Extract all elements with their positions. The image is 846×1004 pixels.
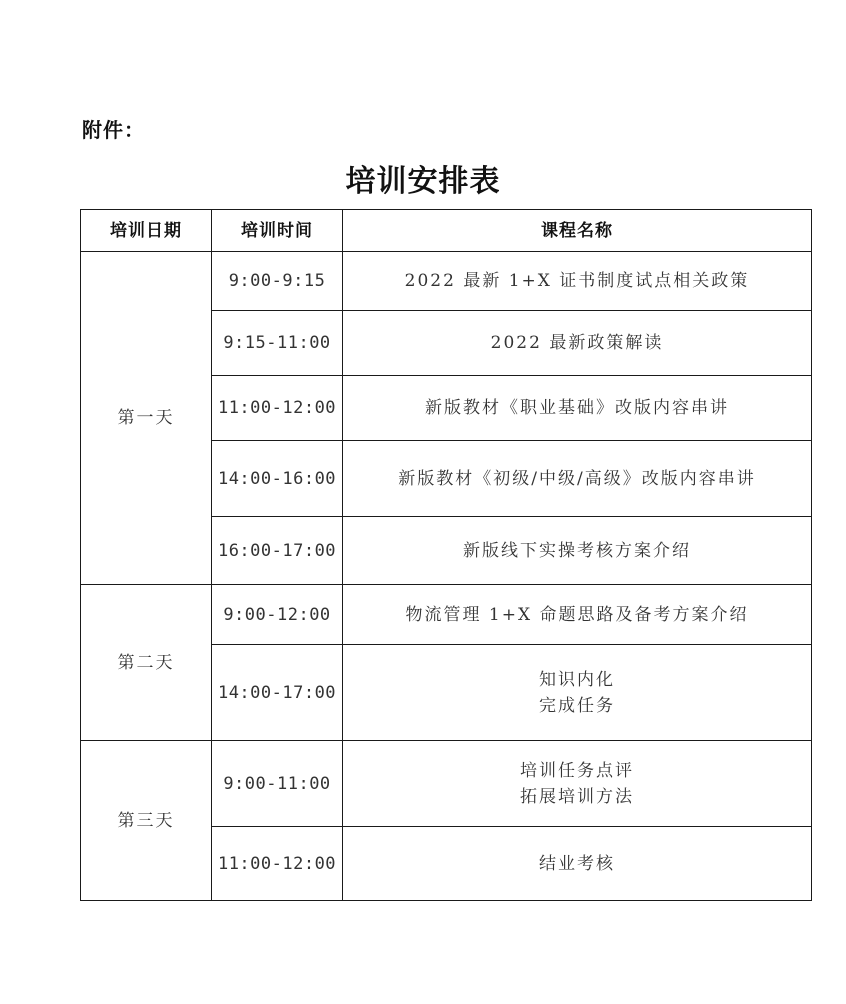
time-cell: 9:00-9:15 bbox=[212, 252, 343, 311]
attachment-label: 附件： bbox=[82, 118, 145, 142]
time-cell: 9:00-12:00 bbox=[212, 585, 343, 645]
course-line: 拓展培训方法 bbox=[520, 786, 634, 807]
time-cell: 14:00-16:00 bbox=[212, 441, 343, 517]
course-cell bbox=[343, 376, 812, 441]
course-line: 培训任务点评 bbox=[520, 760, 634, 781]
day-cell: 第一天 bbox=[81, 252, 212, 585]
course-line: 2022 最新政策解读 bbox=[490, 333, 664, 353]
course-line: 结业考核 bbox=[539, 853, 615, 874]
header-course: 课程名称 bbox=[343, 210, 812, 252]
time-cell: 11:00-12:00 bbox=[212, 827, 343, 901]
training-schedule-table bbox=[80, 209, 812, 901]
course-line: 2022 最新 1+X 证书制度试点相关政策 bbox=[404, 271, 750, 291]
course-cell bbox=[343, 827, 812, 901]
course-cell bbox=[343, 517, 812, 585]
course-cell bbox=[343, 645, 812, 741]
table-header-row bbox=[81, 210, 812, 252]
course-line: 新版线下实操考核方案介绍 bbox=[463, 540, 691, 561]
course-line: 新版教材《初级/中级/高级》改版内容串讲 bbox=[398, 468, 756, 489]
day-cell: 第三天 bbox=[81, 741, 212, 901]
table-row bbox=[81, 252, 812, 311]
course-cell bbox=[343, 585, 812, 645]
table-row bbox=[81, 741, 812, 827]
time-cell: 16:00-17:00 bbox=[212, 517, 343, 585]
course-line: 新版教材《职业基础》改版内容串讲 bbox=[425, 398, 729, 418]
course-cell bbox=[343, 252, 812, 311]
time-cell: 9:15-11:00 bbox=[212, 311, 343, 376]
course-cell bbox=[343, 741, 812, 827]
course-line: 知识内化 bbox=[539, 669, 615, 690]
header-date: 培训日期 bbox=[81, 210, 212, 252]
header-time: 培训时间 bbox=[212, 210, 343, 252]
course-line: 物流管理 1+X 命题思路及备考方案介绍 bbox=[405, 604, 749, 625]
page-title: 培训安排表 bbox=[345, 164, 501, 199]
table-row bbox=[81, 585, 812, 645]
time-cell: 9:00-11:00 bbox=[212, 741, 343, 827]
day-cell: 第二天 bbox=[81, 585, 212, 741]
course-line: 完成任务 bbox=[539, 695, 615, 716]
time-cell: 14:00-17:00 bbox=[212, 645, 343, 741]
course-cell bbox=[343, 311, 812, 376]
course-cell bbox=[343, 441, 812, 517]
time-cell: 11:00-12:00 bbox=[212, 376, 343, 441]
